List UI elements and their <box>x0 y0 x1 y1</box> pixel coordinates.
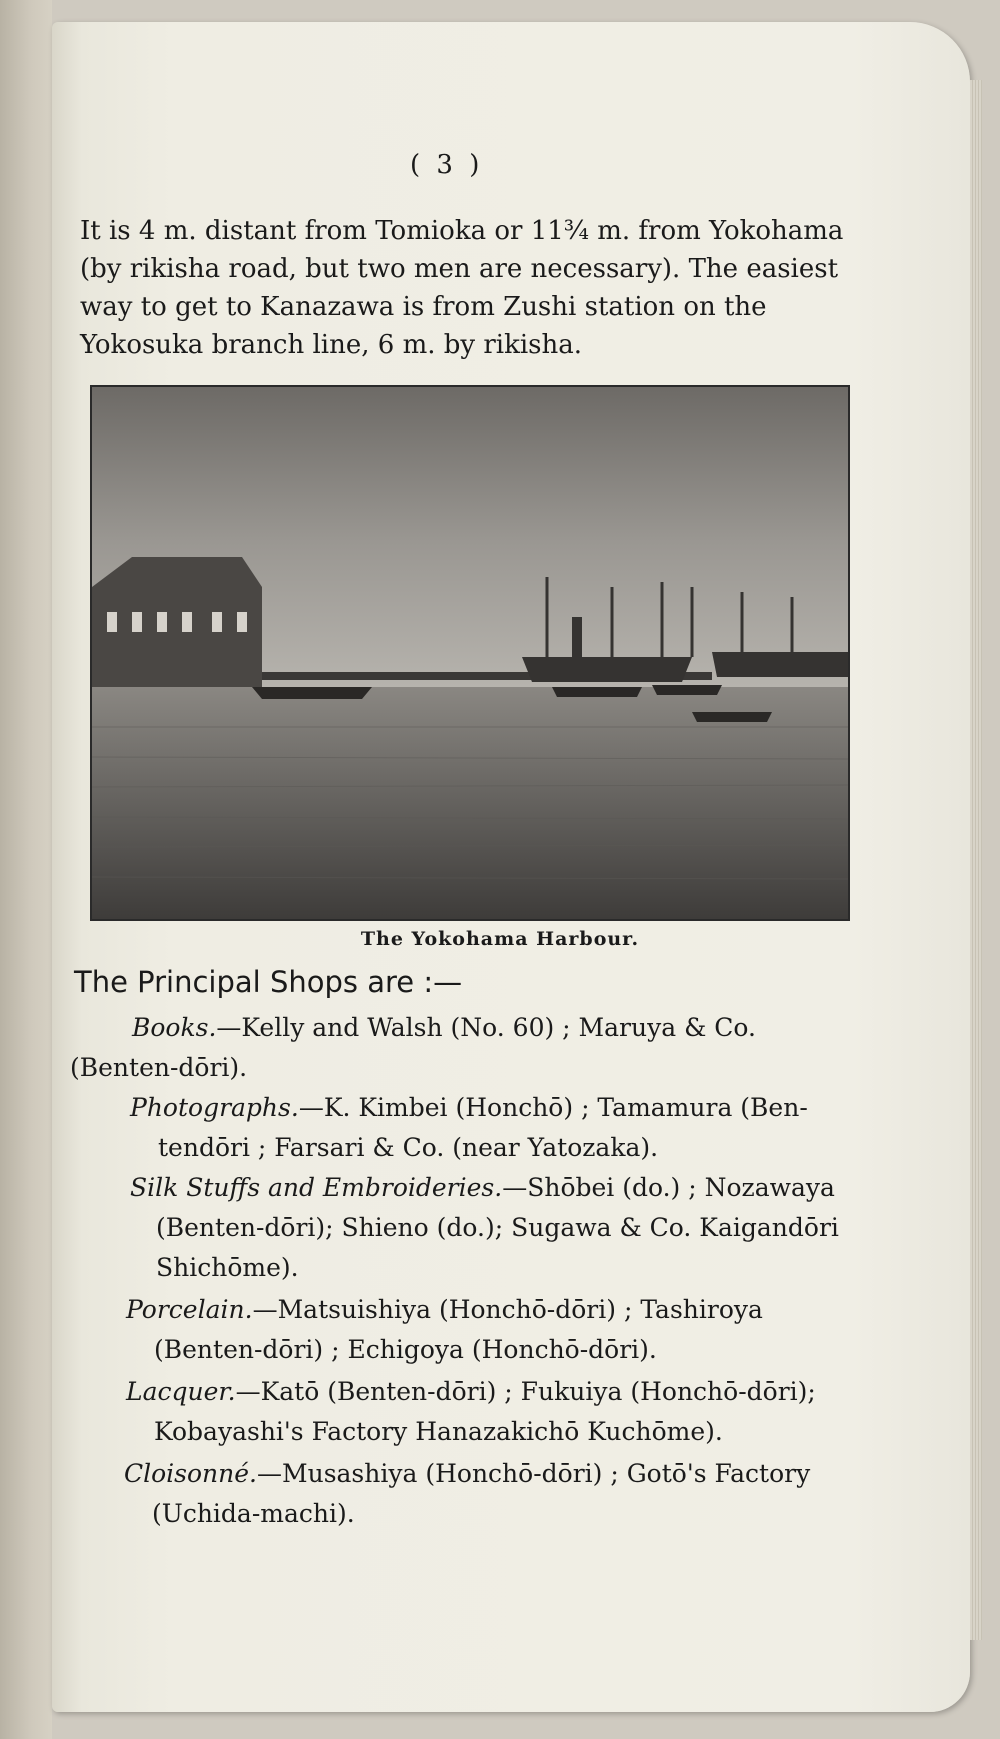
list-item: Cloisonné.—Musashiya (Honchō-dōri) ; Gotō's Factory <box>124 1459 811 1488</box>
list-item: Books.—Kelly and Walsh (No. 60) ; Maruya & Co. <box>132 1013 756 1042</box>
book-spine-shadow <box>0 0 52 1739</box>
customs-building <box>92 557 262 687</box>
list-item: Lacquer.—Katō (Benten-dōri) ; Fukuiya (Honchō-dōri); <box>126 1377 816 1406</box>
photo-caption: The Yokohama Harbour. <box>360 928 640 950</box>
intro-line: way to get to Kanazawa is from Zushi station on the <box>80 292 767 322</box>
list-item: Photographs.—K. Kimbei (Honchō) ; Tamamura (Ben- <box>130 1093 808 1122</box>
list-item-continuation: Shichōme). <box>156 1253 299 1282</box>
list-item-continuation: (Benten-dōri) ; Echigoya (Honchō-dōri). <box>154 1335 657 1364</box>
list-item: Porcelain.—Matsuishiya (Honchō-dōri) ; Tashiroya <box>126 1295 763 1324</box>
page-number: ( 3 ) <box>410 150 484 180</box>
list-item-continuation: Kobayashi's Factory Hanazakichō Kuchōme). <box>154 1417 723 1446</box>
list-item-continuation: (Benten-dōri). <box>70 1053 248 1082</box>
shops-heading: The Principal Shops are :— <box>74 965 463 999</box>
intro-line: Yokosuka branch line, 6 m. by rikisha. <box>80 330 583 360</box>
list-item-continuation: (Uchida-machi). <box>152 1499 355 1528</box>
list-item-continuation: (Benten-dōri); Shieno (do.); Sugawa & Co. Kaigandōri <box>156 1213 839 1242</box>
intro-line: (by rikisha road, but two men are necessary). The easiest <box>80 254 839 284</box>
list-item-continuation: tendōri ; Farsari & Co. (near Yatozaka). <box>158 1133 659 1162</box>
harbour-illustration <box>92 387 848 919</box>
harbour-photograph <box>90 385 850 921</box>
list-item: Silk Stuffs and Embroideries.—Shōbei (do.) ; Nozawaya <box>130 1173 835 1202</box>
intro-line: It is 4 m. distant from Tomioka or 11¾ m. from Yokohama <box>80 216 844 246</box>
page-edges <box>970 80 982 1640</box>
